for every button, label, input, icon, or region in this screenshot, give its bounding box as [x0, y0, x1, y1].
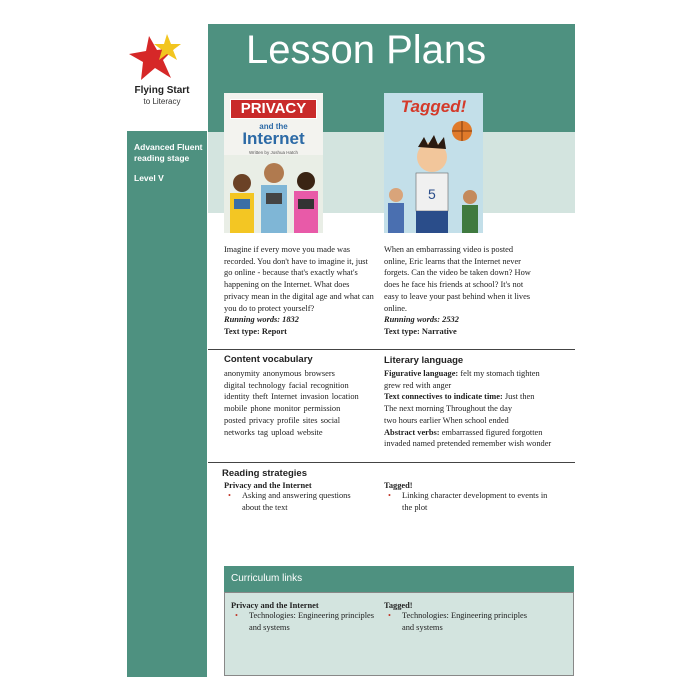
literary-list [384, 368, 574, 450]
figurative-text: grew red with anger [384, 380, 452, 390]
figurative-text: felt my stomach tighten [458, 369, 540, 378]
curriculum-book-title: Tagged! [384, 601, 413, 610]
bullet-icon: • [388, 491, 391, 500]
abstract-label: Abstract verbs: [384, 427, 440, 437]
strategy-item: • Linking character development to events in [388, 491, 548, 500]
abstract-text: invaded named pretended remember wish wonder [384, 439, 552, 449]
sidebar [127, 131, 207, 677]
literary-heading: Literary language [384, 355, 464, 366]
strategy-item-cont: about the text [242, 502, 288, 512]
strategies-heading: Reading strategies [222, 468, 307, 479]
strategy-book-title: Tagged! [384, 481, 413, 490]
vocabulary-line: mobile phone monitor permission [224, 404, 341, 414]
book-description-tagged [384, 244, 534, 338]
vocabulary-line: networks tag upload website [224, 427, 323, 437]
description-text: When an embarrassing video is posted online, Eric learns that the Internet never forgets. Can the video be taken down? How does he face his friends at school? It's not easy to leave your past behind when it lives online. [384, 245, 531, 313]
strategy-book-title: Privacy and the Internet [224, 481, 312, 490]
reading-stage: Advanced Fluent reading stage [134, 142, 203, 163]
curriculum-book-title: Privacy and the Internet [231, 601, 319, 610]
cover-title: PRIVACY [230, 99, 317, 119]
red-star-icon [127, 32, 207, 87]
description-text: Imagine if every move you made was recorded. You don't have to imagine it, just go online - because that's exactly what's happening on the Internet. What does privacy mean in the digital age and what can you do to protect yourself? [224, 245, 374, 313]
book-cover-privacy [224, 93, 323, 233]
figurative-label: Figurative language: [384, 369, 459, 378]
strategy-item-cont: the plot [402, 502, 428, 512]
running-words: Running words: 2532 [384, 315, 459, 325]
reading-level: Level V [134, 173, 164, 183]
curriculum-item-cont: and systems [402, 622, 443, 632]
logo-line2: to Literacy [143, 97, 181, 106]
cover-author: Written by Joshua Hatch [249, 150, 298, 155]
curriculum-item: • Technologies: Engineering principles [388, 611, 528, 620]
vocabulary-line: identity theft Internet invasion location [224, 392, 359, 402]
strategies-col2 [384, 481, 569, 513]
strategies-col1 [224, 481, 379, 513]
logo-line1: Flying Start [134, 85, 190, 96]
vocabulary-heading: Content vocabulary [224, 354, 313, 365]
bullet-icon: • [388, 611, 391, 620]
vocabulary-line: digital technology facial recognition [224, 380, 349, 390]
vocabulary-list [224, 368, 374, 438]
page-title: Lesson Plans [246, 28, 487, 72]
cover-illustration-basketball [384, 117, 483, 233]
bullet-icon: • [228, 491, 231, 500]
connectives-text: two hours earlier When school ended [384, 415, 509, 425]
divider [208, 462, 575, 463]
curriculum-item-cont: and systems [249, 622, 290, 632]
curriculum-heading: Curriculum links [224, 566, 574, 592]
cover-illustration-children [224, 155, 323, 233]
cover-subtitle-main: Internet [242, 129, 305, 148]
svg-text:5: 5 [428, 186, 436, 202]
cover-subtitle: and the [259, 122, 288, 131]
bullet-icon: • [235, 611, 238, 620]
cover-title: Tagged! [400, 97, 467, 116]
vocabulary-line: posted privacy profile sites social [224, 415, 341, 425]
connectives-text: Just then [502, 392, 535, 402]
text-type: Text type: Report [224, 326, 287, 336]
book-cover-tagged [384, 93, 483, 233]
curriculum-item: • Technologies: Engineering principles [235, 611, 375, 620]
curriculum-box [224, 592, 574, 676]
vocabulary-line: anonymity anonymous browsers [224, 369, 335, 378]
strategy-item: • Asking and answering questions [228, 491, 351, 500]
book-description-privacy [224, 244, 374, 338]
abstract-text: embarrassed figured forgotten [439, 427, 543, 437]
connectives-text: The next morning Throughout the day [384, 404, 513, 414]
divider [208, 349, 575, 350]
curriculum-col1 [231, 601, 381, 633]
running-words: Running words: 1832 [224, 315, 299, 325]
connectives-label: Text connectives to indicate time: [384, 392, 503, 402]
text-type: Text type: Narrative [384, 326, 457, 336]
curriculum-col2 [384, 601, 569, 633]
